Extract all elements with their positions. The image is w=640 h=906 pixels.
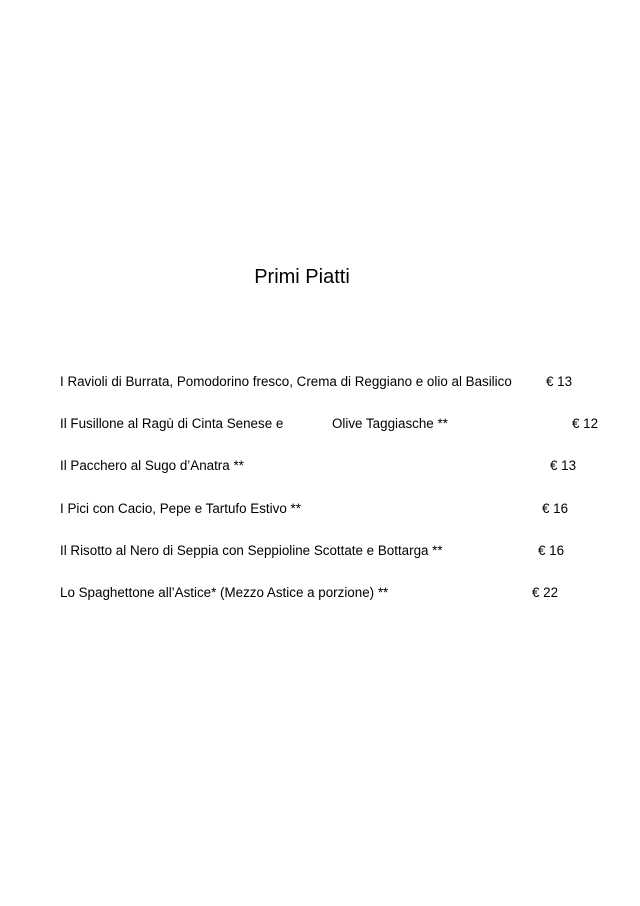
dish-name: I Ravioli di Burrata, Pomodorino fresco, Crema di Reggiano e olio al Basilico [60,374,512,389]
dish-price: € 13 [550,458,577,473]
menu-item-fusillone [60,415,600,433]
dish-name: I Pici con Cacio, Pepe e Tartufo Estivo ** [60,501,301,516]
menu-item-spaghettone [60,584,600,602]
menu-item-risotto [60,542,600,560]
dish-name: Il Risotto al Nero di Seppia con Seppioline Scottate e Bottarga ** [60,543,443,558]
dish-price: € 22 [532,585,559,600]
dish-name-continued: Olive Taggiasche ** [332,416,448,431]
dish-price: € 16 [542,501,569,516]
menu-item-pici [60,500,600,518]
dish-price: € 16 [538,543,565,558]
menu-item-ravioli [60,373,600,391]
dish-price: € 13 [546,374,573,389]
dish-name: Il Fusillone al Ragù di Cinta Senese e [60,416,284,431]
dish-name: Lo Spaghettone all’Astice* (Mezzo Astice a porzione) ** [60,585,389,600]
page-title: Primi Piatti [254,266,350,288]
dish-name: Il Pacchero al Sugo d’Anatra ** [60,458,244,473]
dish-price: € 12 [572,416,599,431]
menu-item-pacchero [60,457,600,475]
